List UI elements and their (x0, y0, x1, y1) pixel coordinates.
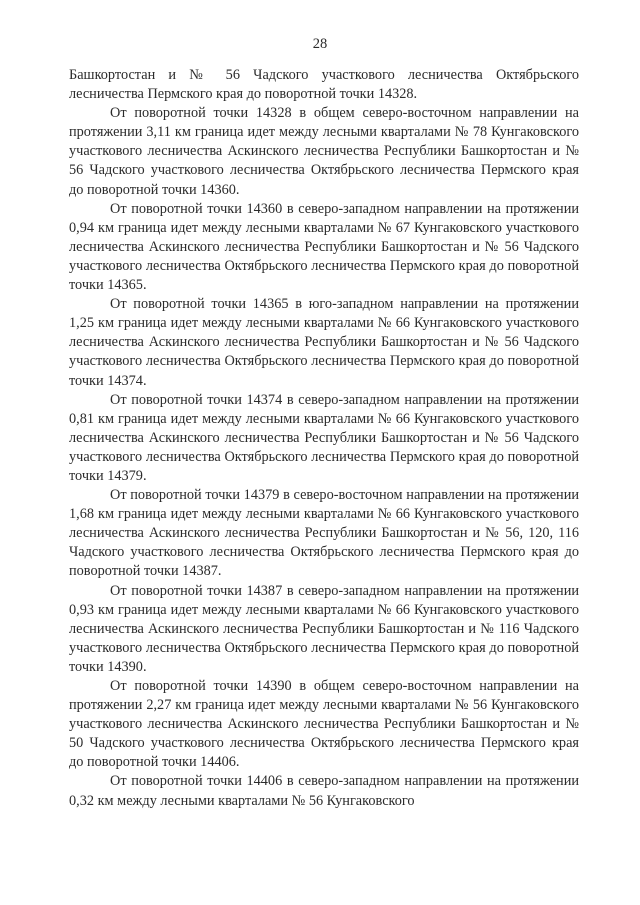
page-number: 28 (312, 36, 328, 52)
paragraph-14379: От поворотной точки 14379 в северо-восточном направлении на протяжении 1,68 км граница идет между лесными кварталами № 66 Кунгаковского участкового лесничества Аскинского лесничества Республики Башкортостан и № 56, 120, 116 Чадского участкового лесничества Октябрьского лесничества Пермского края до поворотной точки 14387. (69, 487, 579, 580)
paragraph-14328: От поворотной точки 14328 в общем северо-восточном направлении на протяжении 3,11 км граница идет между лесными кварталами № 78 Кунгаковского участкового лесничества Аскинского лесничества Республики Башкортостан и № 56 Чадского участкового лесничества Октябрьского лесничества Пермского края до поворотной точки 14360. (69, 105, 579, 198)
paragraph-14360: От поворотной точки 14360 в северо-западном направлении на протяжении 0,94 км граница идет между лесными кварталами № 67 Кунгаковского участкового лесничества Аскинского лесничества Республики Башкортостан и № 56 Чадского участкового лесничества Октябрьского лесничества Пермского края до поворотной точки 14365. (69, 200, 579, 294)
body-text (69, 66, 579, 811)
paragraph-14390: От поворотной точки 14390 в общем северо-восточном направлении на протяжении 2,27 км граница идет между лесными кварталами № 56 Кунгаковского участкового лесничества Аскинского лесничества Республики Башкортостан и № 50 Чадского участкового лесничества Октябрьского лесничества Пермского края до поворотной точки 14406. (69, 678, 579, 771)
paragraph-14374: От поворотной точки 14374 в северо-западном направлении на протяжении 0,81 км граница идет между лесными кварталами № 66 Кунгаковского участкового лесничества Аскинского лесничества Республики Башкортостан и № 56 Чадского участкового лесничества Октябрьского лесничества Пермского края до поворотной точки 14379. (69, 391, 579, 484)
paragraph-14387: От поворотной точки 14387 в северо-западном направлении на протяжении 0,93 км граница идет между лесными кварталами № 66 Кунгаковского участкового лесничества Аскинского лесничества Республики Башкортостан и № 116 Чадского участкового лесничества Октябрьского лесничества Пермского края до поворотной точки 14390. (69, 582, 579, 675)
paragraph-14365: От поворотной точки 14365 в юго-западном направлении на протяжении 1,25 км граница идет между лесными кварталами № 66 Кунгаковского участкового лесничества Аскинского лесничества Республики Башкортостан и № 56 Чадского участкового лесничества Октябрьского лесничества Пермского края до поворотной точки 14374. (69, 296, 579, 389)
paragraph-14406: От поворотной точки 14406 в северо-западном направлении на протяжении 0,32 км между лесными кварталами № 56 Кунгаковского (69, 773, 579, 809)
paragraph-continuation: Башкортостан и № 56 Чадского участкового лесничества Октябрьского лесничества Пермского края до поворотной точки 14328. (69, 67, 579, 103)
